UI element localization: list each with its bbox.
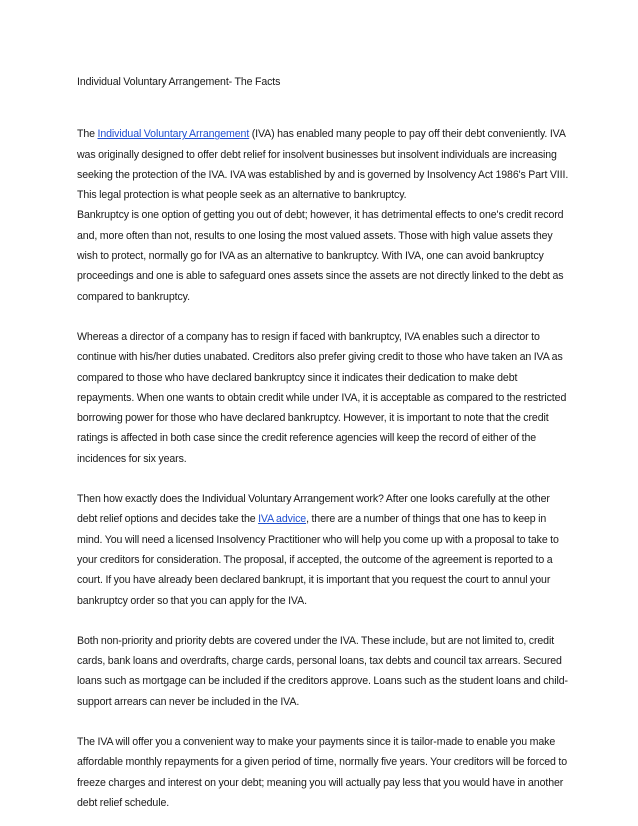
paragraph-how-text-after: , there are a number of things that one has to keep in mind. You will need a licensed Insolvency Practitioner who will help you come up with a proposal to take to your creditors for consideration. The proposal, if accepted, the outcome of the agreement is reported to a court. If you have already been declared bankrupt, it is important that you request the court to annul your bankruptcy order so that you can apply for the IVA. bbox=[77, 513, 559, 607]
paragraph-payments: The IVA will offer you a convenient way to make your payments since it is tailor-made to enable you make affordable monthly repayments for a given period of time, normally five years. Your creditors will be forced to freeze charges and interest on your debt; meaning you will actually pay less that you would have in another debt relief schedule. bbox=[77, 736, 567, 809]
spacer bbox=[77, 92, 569, 124]
paragraph-intro bbox=[77, 124, 569, 205]
paragraph-director: Whereas a director of a company has to resign if faced with bankruptcy, IVA enables such a director to continue with his/her duties unabated. Creditors also prefer giving credit to those who have taken an IVA as compared to those who have declared bankruptcy since it indicates their dedication to make debt repayments. When one wants to obtain credit while under IVA, it is acceptable as compared to the restricted borrowing power for those who have declared bankruptcy. However, it is important to note that the credit ratings is affected in both case since the credit reference agencies will keep the record of either of the incidences for six years. bbox=[77, 330, 567, 465]
paragraph-debts-covered: Both non-priority and priority debts are covered under the IVA. These include, but are not limited to, credit cards, bank loans and overdrafts, charge cards, personal loans, tax debts and council tax arrears. Secured loans such as mortgage can be included if the creditors approve. Loans such as the student loans and child-support arrears can never be included in the IVA. bbox=[77, 634, 568, 708]
paragraph-intro-text-after: (IVA) has enabled many people to pay off their debt conveniently. IVA was originally designed to offer debt relief for insolvent businesses but insolvent individuals are increasing seeking the protection of the IVA. IVA was established by and is governed by Insolvency Act 1986's Part VIII. This legal protection is what people seek as an alternative to bankruptcy. bbox=[77, 128, 569, 202]
iva-advice-link[interactable]: IVA advice bbox=[258, 513, 307, 526]
spacer bbox=[77, 307, 569, 327]
paragraph-how-text-before: Then how exactly does the Individual Voluntary Arrangement work? After one looks carefully at the other debt relief options and decides take the bbox=[77, 493, 550, 526]
document-title: Individual Voluntary Arrangement- The Facts bbox=[77, 76, 281, 88]
spacer bbox=[77, 611, 569, 631]
spacer bbox=[77, 469, 569, 489]
individual-voluntary-arrangement-link[interactable]: Individual Voluntary Arrangement bbox=[97, 128, 250, 141]
spacer bbox=[77, 712, 569, 732]
paragraph-intro-text-before: The bbox=[77, 128, 98, 141]
paragraph-how-it-works bbox=[77, 489, 569, 611]
paragraph-bankruptcy: Bankruptcy is one option of getting you out of debt; however, it has detrimental effects to one's credit record and, more often than not, results to one losing the most valued assets. Those with high value assets they wish to protect, normally go for IVA as an alternative to bankruptcy. With IVA, one can avoid bankruptcy proceedings and one is able to safeguard ones assets since the assets are not directly linked to the debt as compared to bankruptcy. bbox=[77, 209, 564, 303]
document-page bbox=[77, 72, 569, 813]
